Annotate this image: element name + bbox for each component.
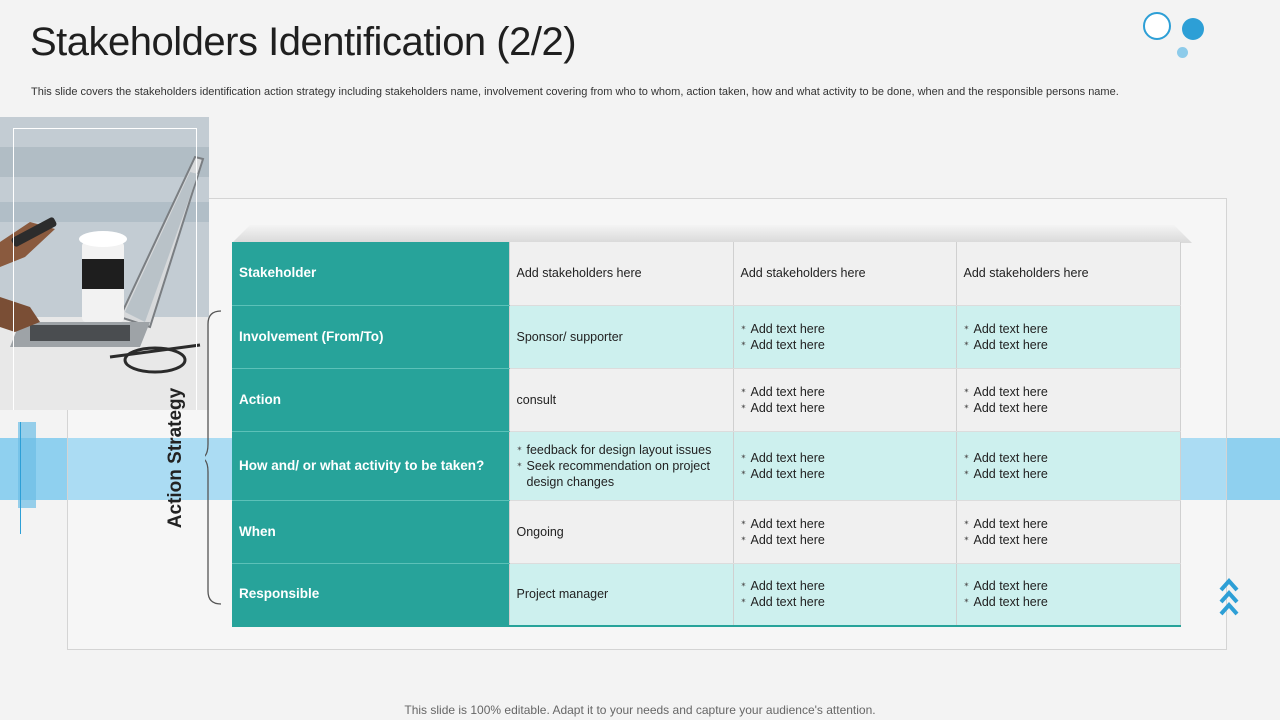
row-label: Stakeholder	[232, 242, 509, 305]
table-cell	[733, 242, 956, 305]
bullet-item: ✶ Add text here	[741, 466, 949, 482]
bullet-item: ✶ Add text here	[741, 516, 949, 532]
row-label: How and/ or what activity to be taken?	[232, 431, 509, 500]
table-cell	[956, 368, 1180, 431]
bullet-item: ✶ Add text here	[964, 532, 1173, 548]
table-cell	[509, 368, 733, 431]
bullet-item: ✶ Add text here	[741, 532, 949, 548]
bullet-item: ✶ Add text here	[741, 384, 949, 400]
cell-text: Project manager	[516, 587, 609, 602]
table-cell	[509, 242, 733, 305]
bullet-item: ✶ Add text here	[741, 594, 949, 610]
table-cell	[733, 305, 956, 368]
stakeholder-table	[232, 242, 1181, 627]
bullet-item: ✶ feedback for design layout issues	[517, 442, 726, 458]
table-row	[232, 431, 1180, 500]
table-top-shadow	[232, 225, 1192, 243]
cell-text: Add stakeholders here	[740, 266, 866, 281]
decorative-circle-small	[1177, 47, 1188, 58]
bullet-item: ✶ Add text here	[964, 594, 1173, 610]
table-cell	[956, 242, 1180, 305]
table-row	[232, 563, 1180, 626]
bullet-item: ✶ Add text here	[741, 400, 949, 416]
bullet-list	[741, 384, 949, 416]
blue-band-line	[20, 422, 21, 534]
row-label: Action	[232, 368, 509, 431]
table-row	[232, 368, 1180, 431]
table-row	[232, 242, 1180, 305]
table-cell	[733, 500, 956, 563]
table-cell	[956, 431, 1180, 500]
bullet-item: ✶ Add text here	[964, 516, 1173, 532]
bullet-list	[741, 450, 949, 482]
bullet-item: ✶ Add text here	[964, 400, 1173, 416]
bullet-list	[741, 578, 949, 610]
bullet-item: ✶ Add text here	[741, 321, 949, 337]
row-label: Responsible	[232, 563, 509, 626]
slide-title: Stakeholders Identification (2/2)	[30, 20, 577, 64]
bullet-list	[741, 321, 949, 353]
bullet-item: ✶ Add text here	[964, 578, 1173, 594]
bullet-item: ✶ Add text here	[964, 337, 1173, 353]
table-cell	[956, 305, 1180, 368]
decorative-circle-outline	[1143, 12, 1171, 40]
slide-subtitle: This slide covers the stakeholders identification action strategy including stakeholders name, involvement covering from who to whom, action taken, how and what activity to be done, when and the responsible persons name.	[31, 86, 1119, 98]
row-label: Involvement (From/To)	[232, 305, 509, 368]
cell-text: Ongoing	[516, 524, 564, 539]
table-cell	[733, 563, 956, 626]
table-cell	[956, 500, 1180, 563]
bullet-item: ✶ Add text here	[964, 466, 1173, 482]
table-cell	[956, 563, 1180, 626]
bullet-item: ✶ Add text here	[964, 384, 1173, 400]
bullet-list	[964, 321, 1173, 353]
table-cell	[509, 305, 733, 368]
bullet-item: ✶ Add text here	[741, 450, 949, 466]
table-row	[232, 305, 1180, 368]
bullet-item: ✶ Add text here	[964, 321, 1173, 337]
bullet-item: ✶ Add text here	[741, 578, 949, 594]
bullet-item: ✶ Add text here	[964, 450, 1173, 466]
action-strategy-brace	[205, 310, 221, 605]
bullet-list	[964, 578, 1173, 610]
cell-text: Add stakeholders here	[963, 266, 1089, 281]
bullet-item: ✶ Seek recommendation on project design changes	[517, 458, 726, 490]
row-label: When	[232, 500, 509, 563]
bullet-list	[517, 442, 726, 490]
cell-text: Add stakeholders here	[516, 266, 642, 281]
decorative-circle-filled	[1182, 18, 1204, 40]
footer-note: This slide is 100% editable. Adapt it to your needs and capture your audience's attention.	[404, 703, 876, 717]
table-cell	[733, 431, 956, 500]
table-cell	[509, 500, 733, 563]
scroll-up-chevrons-icon[interactable]	[1219, 578, 1239, 622]
bullet-list	[964, 516, 1173, 548]
laptop-photo	[0, 117, 209, 410]
bullet-item: ✶ Add text here	[741, 337, 949, 353]
table-cell	[733, 368, 956, 431]
action-strategy-label: Action Strategy	[165, 387, 186, 529]
bullet-list	[964, 450, 1173, 482]
bullet-list	[964, 384, 1173, 416]
table-cell	[509, 431, 733, 500]
bullet-list	[741, 516, 949, 548]
table-row	[232, 500, 1180, 563]
photo-frame	[13, 128, 197, 410]
cell-text: Sponsor/ supporter	[516, 329, 623, 344]
cell-text: consult	[516, 392, 557, 407]
table-cell	[509, 563, 733, 626]
